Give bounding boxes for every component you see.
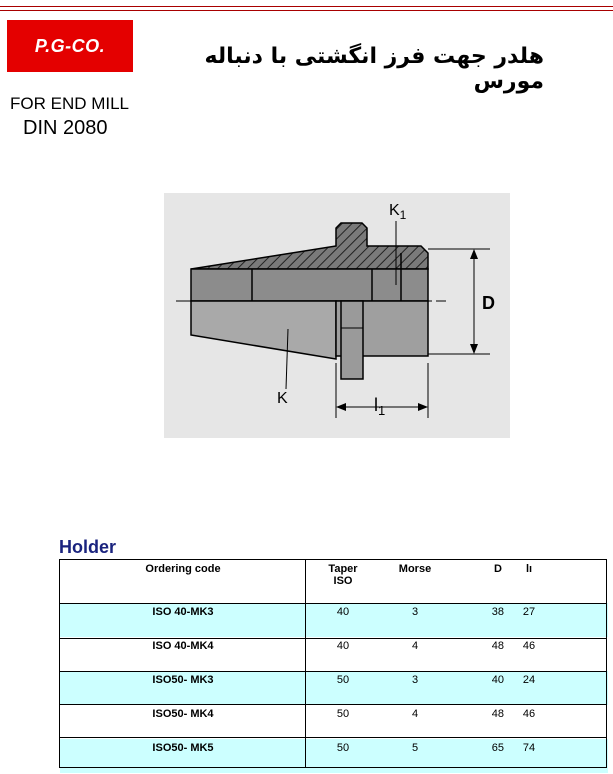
table-divider-row [59, 737, 607, 738]
cell-taper: 50 [306, 671, 380, 705]
label-l1: $l_1$ [374, 395, 386, 418]
table-divider-row [59, 638, 607, 639]
cell-l1: 27 [510, 603, 548, 637]
subtitle-application: FOR END MILL [10, 94, 130, 113]
cell-taper: 40 [306, 603, 380, 637]
table-row [60, 739, 608, 773]
label-k1: $K_1$ [389, 202, 407, 222]
table-row [60, 705, 608, 739]
table-row [60, 603, 608, 637]
cell-morse: 3 [380, 671, 450, 705]
cell-morse: 4 [411, 708, 419, 720]
table-divider-row [59, 704, 607, 705]
cell-code: ISO50- MK4 [152, 708, 214, 720]
cell-taper: 50 [306, 739, 380, 773]
table-header-row [60, 560, 608, 603]
col-header-morse: Morse [398, 563, 432, 575]
table-divider-header [59, 603, 607, 604]
table-row [60, 671, 608, 705]
cell-d: 65 [450, 739, 510, 773]
label-k: K [277, 390, 288, 407]
col-header-d: D [494, 563, 502, 575]
col-header-taper: Taper ISO [328, 563, 358, 587]
cell-l1: 24 [510, 671, 548, 705]
technical-drawing [164, 193, 510, 438]
cell-morse: 5 [380, 739, 450, 773]
header-rule-top [0, 6, 613, 7]
company-logo: P.G-CO. [7, 20, 133, 72]
section-title: Holder [59, 537, 117, 557]
cell-morse: 4 [411, 640, 419, 652]
cell-l1: 46 [522, 708, 536, 720]
cell-l1: 46 [522, 640, 536, 652]
cell-code: ISO 40-MK3 [60, 603, 306, 637]
col-header-code: Ordering code [145, 563, 221, 575]
header-rule-bottom [0, 10, 613, 11]
table-row [60, 637, 608, 671]
cell-d: 40 [450, 671, 510, 705]
col-header-l1: lı [525, 563, 533, 575]
page-title: هلدر جهت فرز انگشتی با دنباله مورس [204, 44, 544, 94]
cell-taper: 40 [336, 640, 350, 652]
cell-taper: 50 [336, 708, 350, 720]
label-d: D [482, 293, 495, 313]
cell-d: 48 [491, 708, 504, 720]
cell-d: 38 [450, 603, 510, 637]
spec-table [60, 560, 608, 773]
upper-body [191, 269, 428, 301]
cell-morse: 3 [380, 603, 450, 637]
cell-d: 48 [491, 640, 504, 652]
morse-tang [341, 301, 363, 379]
cell-code: ISO50- MK3 [60, 671, 306, 705]
table-divider-row [59, 671, 607, 672]
cell-code: ISO 40-MK4 [152, 640, 214, 652]
cell-code: ISO50- MK5 [60, 739, 306, 773]
cell-l1: 74 [510, 739, 548, 773]
subtitle-standard: DIN 2080 [23, 117, 108, 139]
